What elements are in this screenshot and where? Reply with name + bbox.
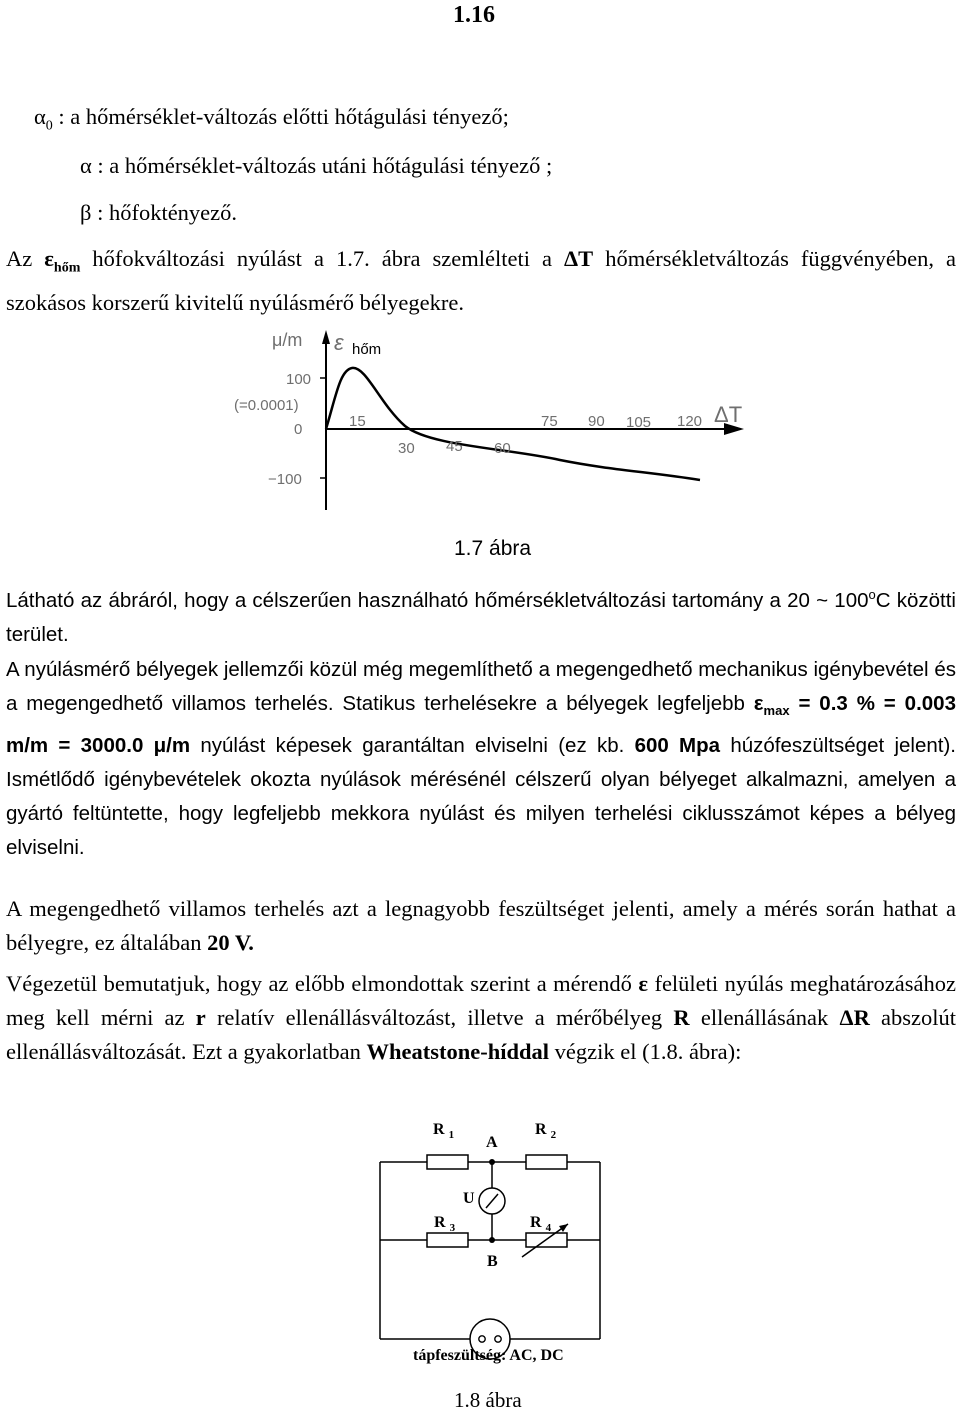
figure-1-8-bridge (0, 1112, 960, 1382)
x-tick-75: 75 (541, 413, 558, 430)
page-number: 1.16 (453, 2, 495, 28)
eps-label: ε (334, 330, 344, 355)
voltage-paragraph: A megengedhető villamos terhelés azt a legnagyobb feszültséget jelenti, amely a mérés során hathat a bélyegre, ez általában 20 V. (6, 896, 956, 955)
definition-alpha (80, 155, 552, 178)
x-tick-30: 30 (398, 440, 415, 457)
eps-sub-label: hőm (352, 341, 382, 358)
eps-max-symbol: $\varepsilon_{max}$ (753, 692, 790, 719)
strain-paragraph: A nyúlásmérő bélyegek jellemzői közül még megemlíthető a megengedhető mechanikus igénybevétel és a megengedhető villamos terhelés. Statikus terhelésekre a bélyegek legfeljebb $\varepsilon_{max} = 0.3$ % = 0.003 m/m = 3000.0 μ/m nyúlást képesek garantáltan elviselni (ez kb. 600 Mpa húzófeszültséget jelent). Ismétlődő igénybevételek okozta nyúlások mérésénél célszerű olyan bélyeget alkalmazni, amelyen a gyártó feltüntette, hogy legfeljebb mekkora nyúlást és milyen terhelési ciklusszámot képes a bélyeg elviselni. (6, 658, 956, 860)
intro-text-1: Az (6, 246, 33, 271)
resistor-r1 (427, 1155, 468, 1169)
definition-alpha0 (34, 106, 509, 134)
resistor-r3 (427, 1233, 468, 1247)
x-axis-label: ΔT (714, 402, 743, 427)
y-tick-label-0: 0 (294, 421, 303, 438)
y-axis-arrow (322, 330, 330, 344)
node-b-dot (489, 1237, 495, 1243)
x-tick-105: 105 (626, 414, 652, 431)
label-r3: R $_3$ (434, 1214, 456, 1235)
node-a-dot (489, 1159, 495, 1165)
socket-pin-right (495, 1336, 501, 1342)
y-tick-label-minus100: −100 (268, 471, 302, 488)
figure-1-8-caption: 1.8 ábra (454, 1388, 522, 1412)
y-unit-label: μ/m (272, 330, 303, 350)
range-paragraph: Látható az ábráról, hogy a célszerűen használható hőmérsékletváltozási tartomány a 20 ~ 100$^o$C közötti terület. (6, 587, 956, 646)
label-r4: R $_4$ (530, 1214, 552, 1235)
figure-1-7 (0, 320, 960, 570)
label-r1: R $_1$ (433, 1121, 455, 1142)
eps-hom-symbol: $\varepsilon_{hőm}$ (44, 246, 81, 276)
y-tick-label-100: 100 (286, 371, 312, 388)
y-tick-label-ratio: (=0.0001) (234, 397, 299, 414)
intro-paragraph (6, 242, 956, 320)
x-tick-45: 45 (446, 438, 463, 455)
x-tick-120: 120 (677, 413, 703, 430)
delta-t-symbol: ΔT (564, 246, 594, 271)
final-paragraph: Végezetül bemutatjuk, hogy az előbb elmondottak szerint a mérendő ε felületi nyúlás meghatározásához meg kell mérni az r relatív ellenállásváltozást, illetve a mérőbélyeg R ellenállásának ΔR abszolút ellenállásváltozását. Ezt a gyakorlatban Wheatstone-híddal végzik el (1.8. ábra): (6, 971, 957, 1064)
label-node-b: B (487, 1253, 498, 1270)
intro-text-2: hőfokváltozási nyúlást a 1.7. ábra szemlélteti a (92, 246, 552, 271)
label-r2: R $_2$ (535, 1121, 557, 1142)
supply-label: tápfeszültség: AC, DC (413, 1347, 564, 1364)
alpha-text: : a hőmérséklet-változás utáni hőtágulási tényező ; (97, 153, 553, 178)
x-tick-60: 60 (494, 440, 511, 457)
alpha-symbol: α (80, 153, 92, 178)
resistor-r2 (526, 1155, 567, 1169)
x-tick-90: 90 (588, 413, 605, 430)
x-tick-15: 15 (349, 413, 366, 430)
alpha0-sub: 0 (45, 118, 53, 134)
alpha0-text: : a hőmérséklet-változás előtti hőtágulási tényező; (58, 104, 509, 129)
intro-text-3: hőmérsékletváltozás függvényében, a szokásos korszerű kivitelű nyúlásmérő bélyegekre. (6, 246, 957, 315)
beta-text: : hőfoktényező. (97, 200, 238, 225)
socket-pin-left (479, 1336, 485, 1342)
figure-1-7-caption: 1.7 ábra (454, 537, 532, 560)
beta-symbol: β (80, 200, 92, 225)
alpha0-symbol: α (34, 104, 46, 129)
label-node-a: A (486, 1134, 498, 1151)
r4-arrow-head (559, 1224, 568, 1232)
label-node-u: U (463, 1190, 475, 1207)
definition-beta (80, 202, 237, 225)
